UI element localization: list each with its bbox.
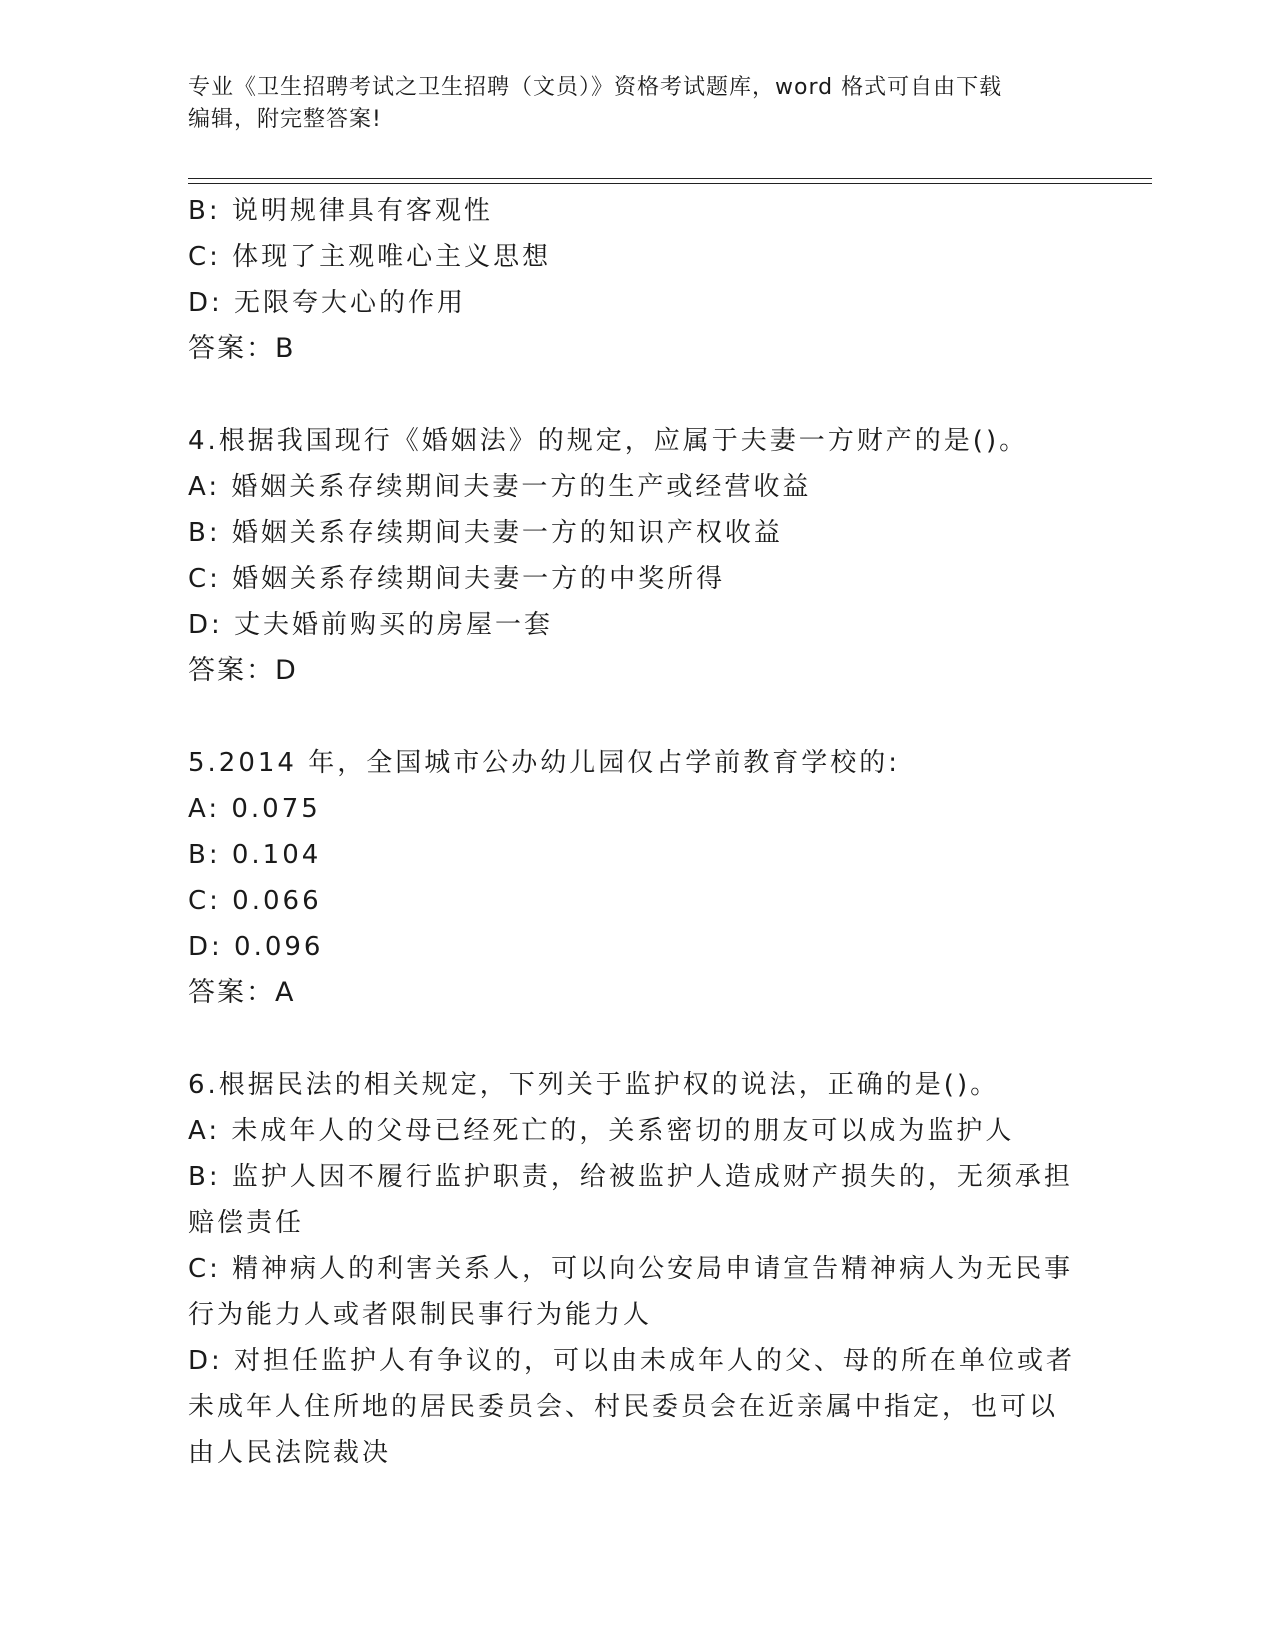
q4-option-d: D: 丈夫婚前购买的房屋一套 [188,610,554,640]
q5-answer: 答案：A [188,977,296,1008]
q4-stem: 4.根据我国现行《婚姻法》的规定，应属于夫妻一方财产的是()。 [188,426,1029,456]
question-4 [188,418,1078,694]
spacer [188,1016,1078,1062]
q3-option-d: D: 无限夸大心的作用 [188,288,467,318]
question-3-continued [188,188,1078,372]
question-6 [188,1062,1078,1476]
q6-stem: 6.根据民法的相关规定，下列关于监护权的说法，正确的是()。 [188,1070,1000,1100]
question-5 [188,740,1078,1016]
q4-option-a: A: 婚姻关系存续期间夫妻一方的生产或经营收益 [188,472,812,502]
q5-option-a: A: 0.075 [188,794,321,824]
q5-option-b: B: 0.104 [188,840,322,870]
q3-option-c: C: 体现了主观唯心主义思想 [188,242,552,272]
q6-option-c: C: 精神病人的利害关系人，可以向公安局申请宣告精神病人为无民事行为能力人或者限制民事行为能力人 [188,1254,1074,1330]
spacer [188,694,1078,740]
q6-option-b: B: 监护人因不履行监护职责，给被监护人造成财产损失的，无须承担赔偿责任 [188,1162,1073,1238]
q6-option-d: D: 对担任监护人有争议的，可以由未成年人的父、母的所在单位或者未成年人住所地的居民委员会、村民委员会在近亲属中指定，也可以由人民法院裁决 [188,1346,1076,1468]
q6-option-a: A: 未成年人的父母已经死亡的，关系密切的朋友可以成为监护人 [188,1116,1015,1146]
q4-option-c: C: 婚姻关系存续期间夫妻一方的中奖所得 [188,564,726,594]
q5-option-d: D: 0.096 [188,932,324,962]
question-content [188,188,1078,1476]
q5-stem: 5.2014 年，全国城市公办幼儿园仅占学前教育学校的: [188,748,900,778]
q3-option-b: B: 说明规律具有客观性 [188,196,493,226]
header-line-2: 编辑，附完整答案! [188,107,382,132]
q3-answer: 答案：B [188,333,296,364]
q4-option-b: B: 婚姻关系存续期间夫妻一方的知识产权收益 [188,518,783,548]
header-line-1: 专业《卫生招聘考试之卫生招聘（文员）》资格考试题库，word 格式可自由下载 [188,75,1003,100]
header-divider-top [188,178,1152,179]
spacer [188,372,1078,418]
q5-option-c: C: 0.066 [188,886,322,916]
q4-answer: 答案：D [188,655,298,686]
header-divider-bottom [188,183,1152,184]
document-header [188,72,1088,136]
